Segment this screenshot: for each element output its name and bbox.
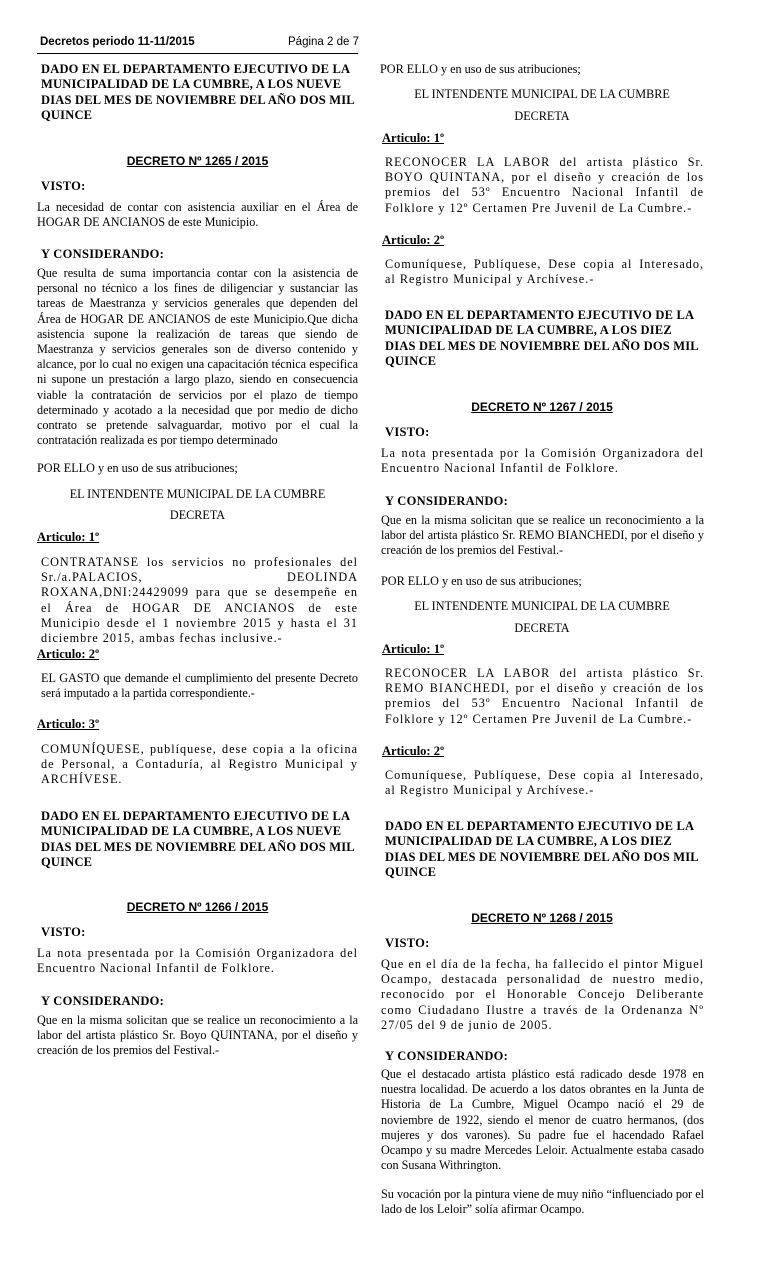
article-2-label: Articulo: 2º <box>37 647 100 661</box>
page-number: Página 2 de 7 <box>288 36 359 48</box>
decree-title-1265: DECRETO Nº 1265 / 2015 <box>126 154 269 168</box>
decreta-text: DECRETA <box>514 621 570 635</box>
por-ello-text: POR ELLO y en uso de sus atribuciones; <box>380 62 581 76</box>
page-header-title: Decretos periodo 11-11/2015 <box>40 36 195 48</box>
considerando-label: Y CONSIDERANDO: <box>41 247 165 261</box>
considerando-text: Que en la misma solicitan que se realice un reconocimiento a la labor del artista plástico Sr. Boyo QUINTANA, por el diseño y creación de los premios del Festival.- <box>37 1013 358 1058</box>
decree-title-1267: DECRETO Nº 1267 / 2015 <box>471 400 613 414</box>
article-3-label: Articulo: 3º <box>37 717 100 731</box>
visto-text: La nota presentada por la Comisión Organizadora del Encuentro Nacional Infantil de Folklore. <box>381 446 704 476</box>
dado-statement: DADO EN EL DEPARTAMENTO EJECUTIVO DE LA MUNICIPALIDAD DE LA CUMBRE, A LOS NUEVE DIAS DEL MES DE NOVIEMBRE DEL AÑO DOS MIL QUINCE <box>41 809 355 869</box>
visto-text: La necesidad de contar con asistencia auxiliar en el Área de HOGAR DE ANCIANOS de este Municipio. <box>37 200 358 230</box>
considerando-label: Y CONSIDERANDO: <box>41 994 165 1008</box>
decreta-text: DECRETA <box>514 109 570 123</box>
considerando-text: Que resulta de suma importancia contar con la asistencia de personal no técnico a los fines de diligenciar y sustanciar las tareas de Maestranza y servicios generales que dependen del Área de HOGAR DE ANCIANOS de este Municipio.Que dicha asistencia supone la realización de tareas que siendo de Maestranza y servicios generales son de diverso contenido y alcance, por lo cual no exigen una capacitación técnica especifica ni supone un prestación a largo plazo, siendo en consecuencia viable la contratación de servicios por el plazo de tiempo determinado y acotado a la necesidad que por medio de dicho contrato se pretende salvaguardar, motivo por el cual la contratación realizada es por tiempo determinado <box>37 266 358 448</box>
por-ello-text: POR ELLO y en uso de sus atribuciones; <box>37 461 238 475</box>
dado-statement: DADO EN EL DEPARTAMENTO EJECUTIVO DE LA MUNICIPALIDAD DE LA CUMBRE, A LOS DIEZ DIAS DEL MES DE NOVIEMBRE DEL AÑO DOS MIL QUINCE <box>385 819 699 879</box>
dado-statement: DADO EN EL DEPARTAMENTO EJECUTIVO DE LA MUNICIPALIDAD DE LA CUMBRE, A LOS NUEVE DIAS DEL MES DE NOVIEMBRE DEL AÑO DOS MIL QUINCE <box>41 62 355 122</box>
considerando-label: Y CONSIDERANDO: <box>385 494 509 508</box>
visto-text: Que en el día de la fecha, ha fallecido el pintor Miguel Ocampo, destacada personalidad de nuestro medio, reconocido por el Honorable Concejo Deliberante como Ciudadano Ilustre a través de la Ordenanza Nº 27/05 del 9 de junio de 2005. <box>381 957 704 1032</box>
dado-statement: DADO EN EL DEPARTAMENTO EJECUTIVO DE LA MUNICIPALIDAD DE LA CUMBRE, A LOS DIEZ DIAS DEL MES DE NOVIEMBRE DEL AÑO DOS MIL QUINCE <box>385 308 699 368</box>
considerando-text: Que el destacado artista plástico está radicado desde 1978 en nuestra localidad. De acuerdo a los datos obrantes en la Junta de Historia de La Cumbre, Miguel Ocampo nació el 29 de noviembre de 1922, siendo el menor de cuatro hermanos, (dos mujeres y dos varones). Su padre fue el hacendado Rafael Ocampo y su madre Mercedes Leloir. Actualmente estaba casado con Susana Withrington. <box>381 1067 704 1173</box>
article-1-label: Articulo: 1º <box>382 131 445 145</box>
article-2-label: Articulo: 2º <box>382 744 445 758</box>
decree-title-1266: DECRETO Nº 1266 / 2015 <box>126 900 269 914</box>
considerando-text: Que en la misma solicitan que se realice un reconocimiento a la labor del artista plástico Sr. REMO BIANCHEDI, por el diseño y creación de los premios del Festival.- <box>381 513 704 558</box>
decreta-text: DECRETA <box>169 508 226 522</box>
header-divider <box>37 53 358 54</box>
article-2-label: Articulo: 2º <box>382 233 445 247</box>
article-2-text: Comuníquese, Publíquese, Dese copia al Interesado, al Registro Municipal y Archívese.- <box>385 768 704 798</box>
intendente-text: EL INTENDENTE MUNICIPAL DE LA CUMBRE <box>414 599 670 613</box>
article-1-label: Articulo: 1º <box>37 530 100 544</box>
visto-label: VISTO: <box>385 425 430 439</box>
considerando-label: Y CONSIDERANDO: <box>385 1049 509 1063</box>
visto-text: La nota presentada por la Comisión Organizadora del Encuentro Nacional Infantil de Folklore. <box>37 946 358 976</box>
article-3-text: COMUNÍQUESE, publíquese, dese copia a la oficina de Personal, a Contaduría, al Registro Municipal y ARCHÍVESE. <box>41 742 358 787</box>
vocacion-text: Su vocación por la pintura viene de muy niño “influenciado por el lado de los Leloir” solía afirmar Ocampo. <box>381 1187 704 1217</box>
decree-title-1268: DECRETO Nº 1268 / 2015 <box>471 911 613 925</box>
por-ello-text: POR ELLO y en uso de sus atribuciones; <box>381 574 582 588</box>
article-2-text: EL GASTO que demande el cumplimiento del presente Decreto será imputado a la partida correspondiente.- <box>41 671 358 701</box>
visto-label: VISTO: <box>41 179 86 193</box>
article-1-text: CONTRATANSE los servicios no profesionales del Sr./a.PALACIOS, DEOLINDA ROXANA,DNI:24429099 para que se desempeñe en el Área de HOGAR DE ANCIANOS de este Municipio desde el 1 noviembre 2015 y hasta el 31 diciembre 2015, ambas fechas inclusive.- <box>41 555 358 646</box>
article-1-label: Articulo: 1º <box>382 642 445 656</box>
article-1-text: RECONOCER LA LABOR del artista plástico Sr. BOYO QUINTANA, por el diseño y creación de los premios del 53º Encuentro Nacional Infantil de Folklore y 12º Certamen Pre Juvenil de La Cumbre.- <box>385 155 704 215</box>
visto-label: VISTO: <box>385 936 430 950</box>
intendente-text: EL INTENDENTE MUNICIPAL DE LA CUMBRE <box>69 487 326 501</box>
intendente-text: EL INTENDENTE MUNICIPAL DE LA CUMBRE <box>414 87 670 101</box>
visto-label: VISTO: <box>41 925 86 939</box>
article-2-text: Comuníquese, Publíquese, Dese copia al Interesado, al Registro Municipal y Archívese.- <box>385 257 704 287</box>
article-1-text: RECONOCER LA LABOR del artista plástico Sr. REMO BIANCHEDI, por el diseño y creación de los premios del 53º Encuentro Nacional Infantil de Folklore y 12º Certamen Pre Juvenil de La Cumbre.- <box>385 666 704 726</box>
